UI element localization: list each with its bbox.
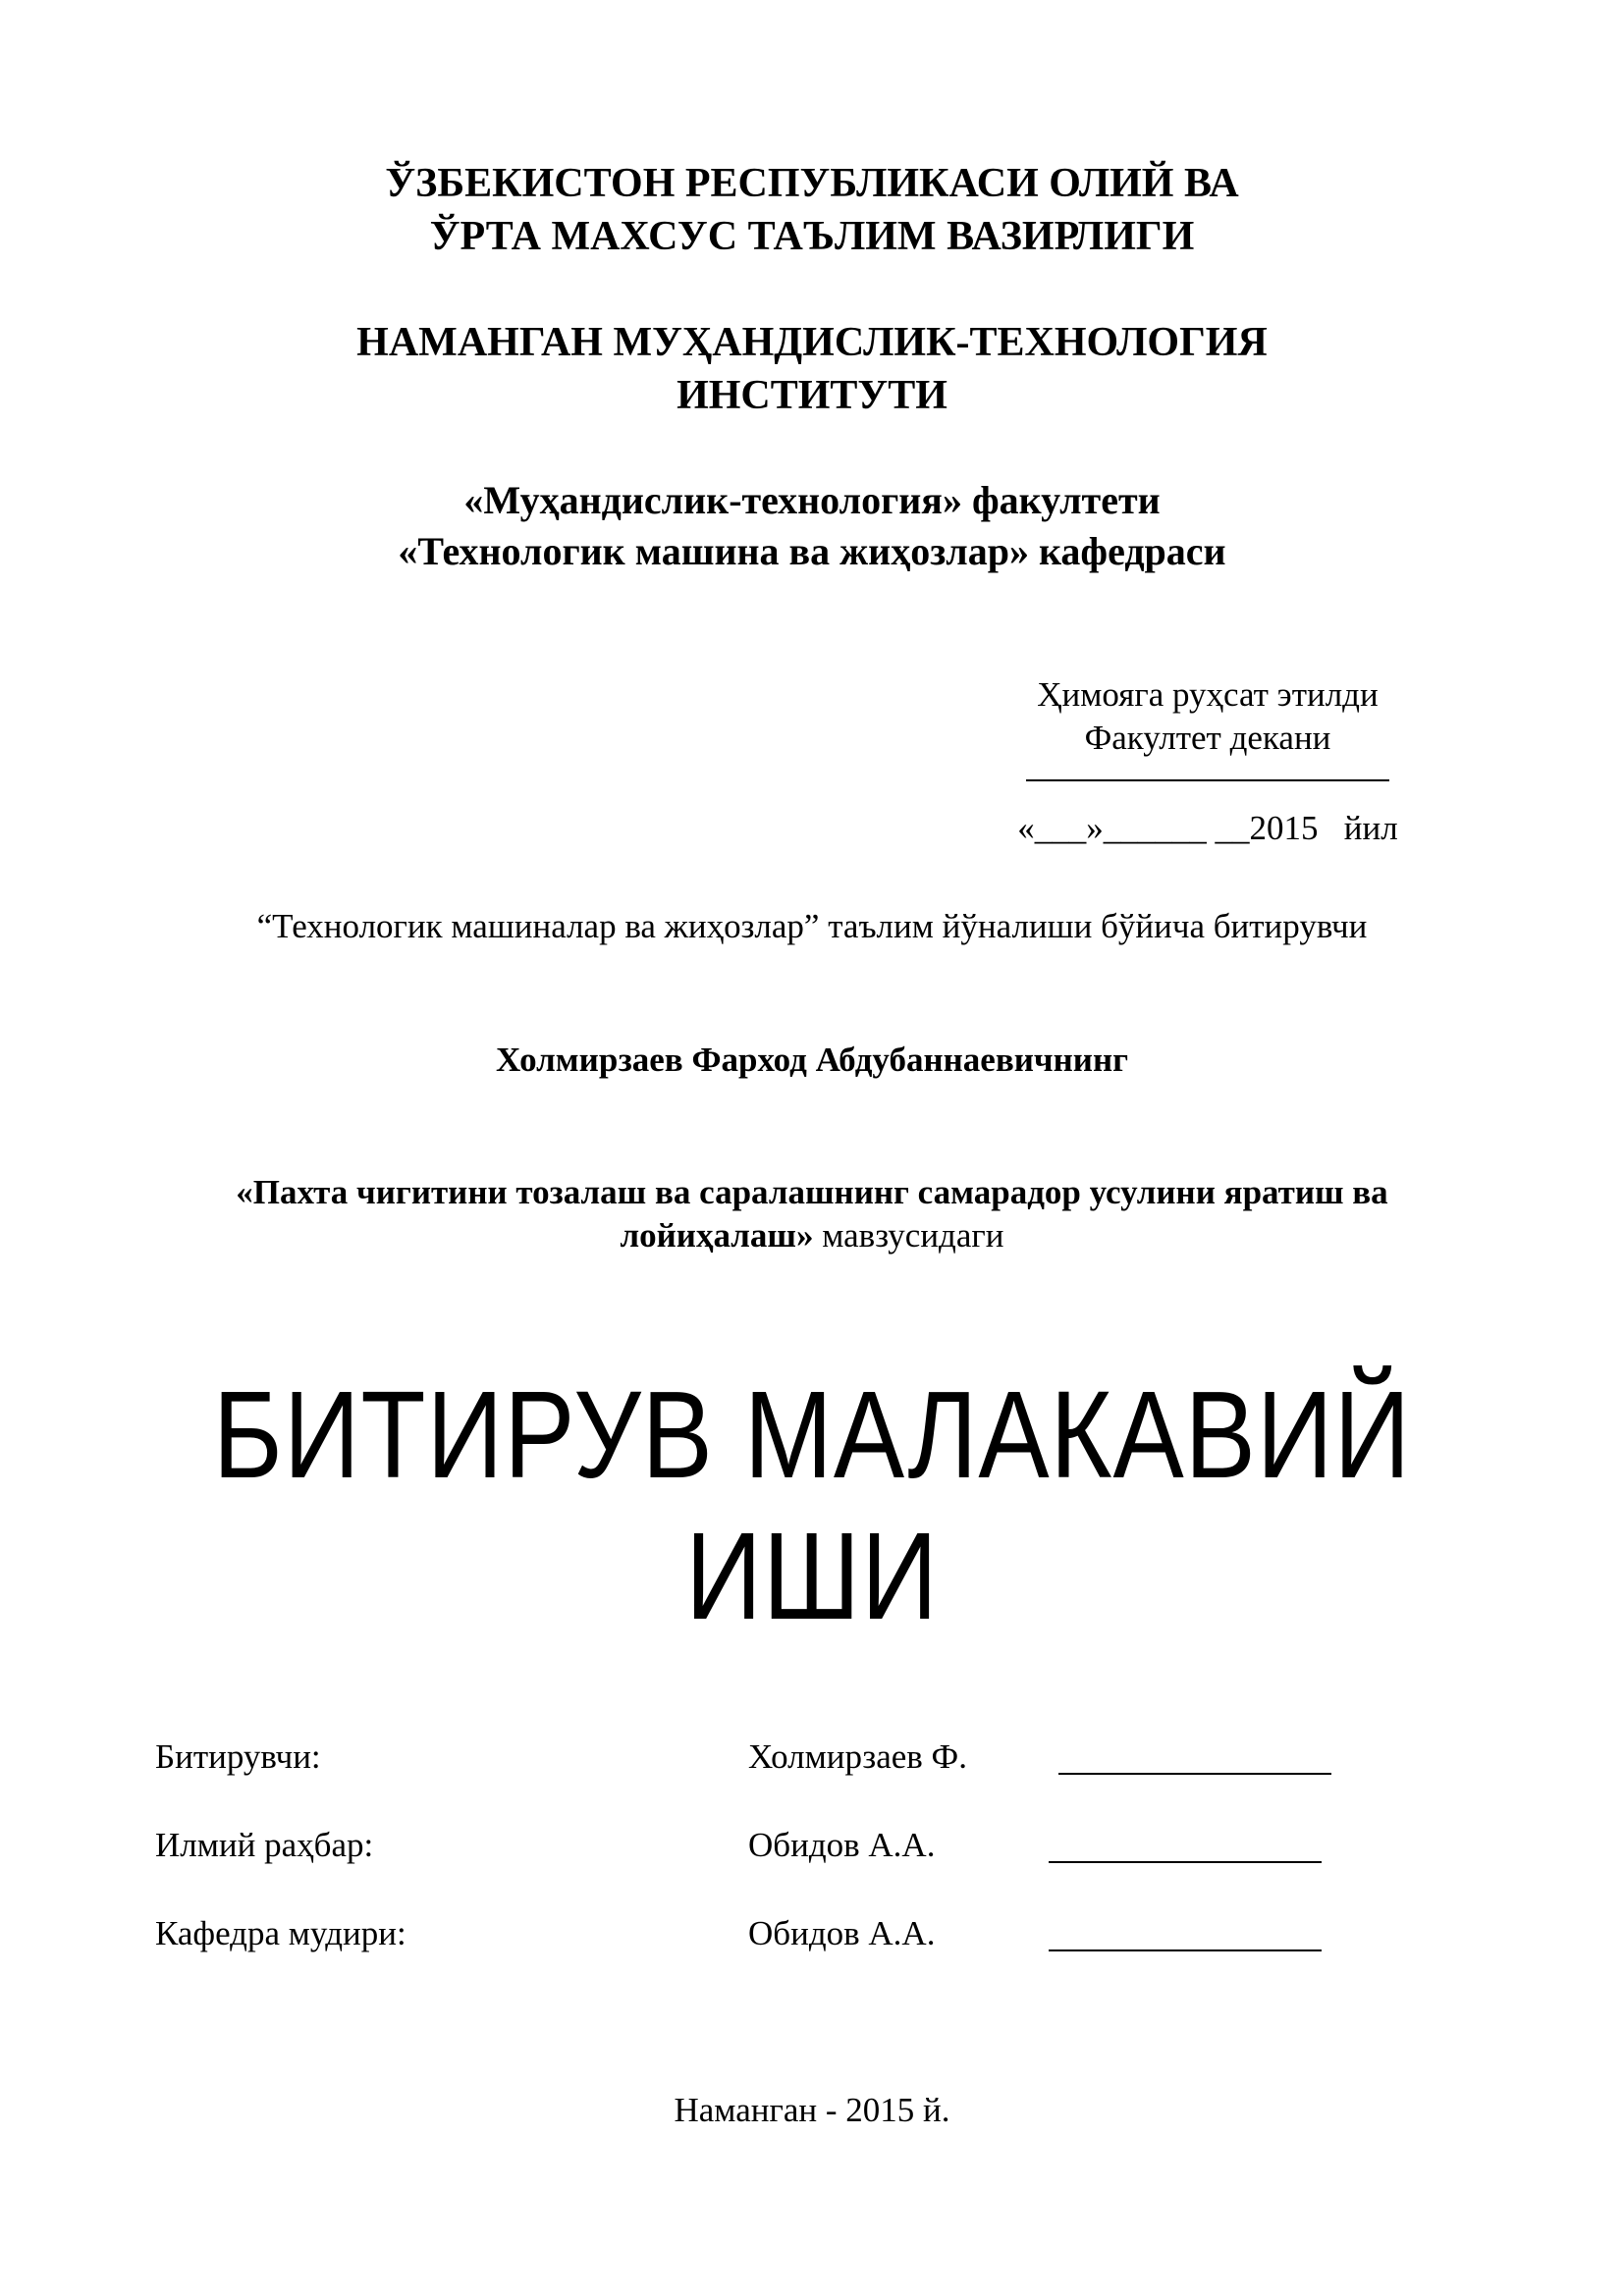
thesis-topic [157, 1171, 1467, 1257]
faculty-department-heading [0, 475, 1624, 577]
document-title-line-2: ИШИ [685, 1507, 939, 1645]
ministry-line-1: ЎЗБЕКИСТОН РЕСПУБЛИКАСИ ОЛИЙ ВА [385, 161, 1239, 206]
document-title-line-1: БИТИРУВ МАЛАКАВИЙ [212, 1365, 1412, 1504]
approval-date: «___»______ __2015 йил [1017, 809, 1398, 847]
institute-line-1: НАМАНГАН МУҲАНДИСЛИК-ТЕХНОЛОГИЯ [356, 320, 1268, 365]
dean-signature-line [1026, 768, 1389, 781]
place-and-year: Наманган - 2015 й. [674, 2091, 950, 2129]
student-full-name: Холмирзаев Фарход Абдубаннаевичнинг [495, 1041, 1129, 1079]
approval-line-1: Ҳимояга руҳсат этилди [1037, 675, 1379, 714]
approval-line-2: Факултет декани [1084, 719, 1331, 757]
study-direction: “Технологик машиналар ва жиҳозлар” таълим йўналиши бўйича битирувчи [256, 907, 1368, 945]
graduate-role-label: Битирувчи: [155, 1737, 321, 1776]
graduate-signature-line [1058, 1773, 1331, 1775]
faculty-name: «Муҳандислик-технология» факултети [463, 478, 1161, 522]
signature-row-graduate [0, 1735, 1624, 1783]
institute-heading [0, 316, 1624, 422]
thesis-topic-suffix: мавзусидаги [813, 1216, 1004, 1255]
head-name: Обидов А.А. [748, 1914, 936, 1952]
supervisor-name: Обидов А.А. [748, 1826, 936, 1864]
signature-row-head [0, 1912, 1624, 1959]
thesis-topic-title: «Пахта чигитини тозалаш ва саралашнинг самарадор усулини яратиш ва лойиҳалаш» [236, 1173, 1388, 1255]
graduate-name: Холмирзаев Ф. [748, 1737, 967, 1776]
approval-block [992, 673, 1424, 781]
supervisor-role-label: Илмий раҳбар: [155, 1826, 374, 1864]
ministry-heading [0, 157, 1624, 263]
document-title [114, 1364, 1510, 1647]
signature-row-supervisor [0, 1824, 1624, 1871]
head-role-label: Кафедра мудири: [155, 1914, 406, 1952]
department-name: «Технологик машина ва жиҳозлар» кафедраси [398, 529, 1226, 573]
institute-line-2: ИНСТИТУТИ [677, 373, 947, 418]
head-signature-line [1049, 1949, 1322, 1951]
ministry-line-2: ЎРТА МАХСУС ТАЪЛИМ ВАЗИРЛИГИ [429, 214, 1195, 259]
supervisor-signature-line [1049, 1861, 1322, 1863]
